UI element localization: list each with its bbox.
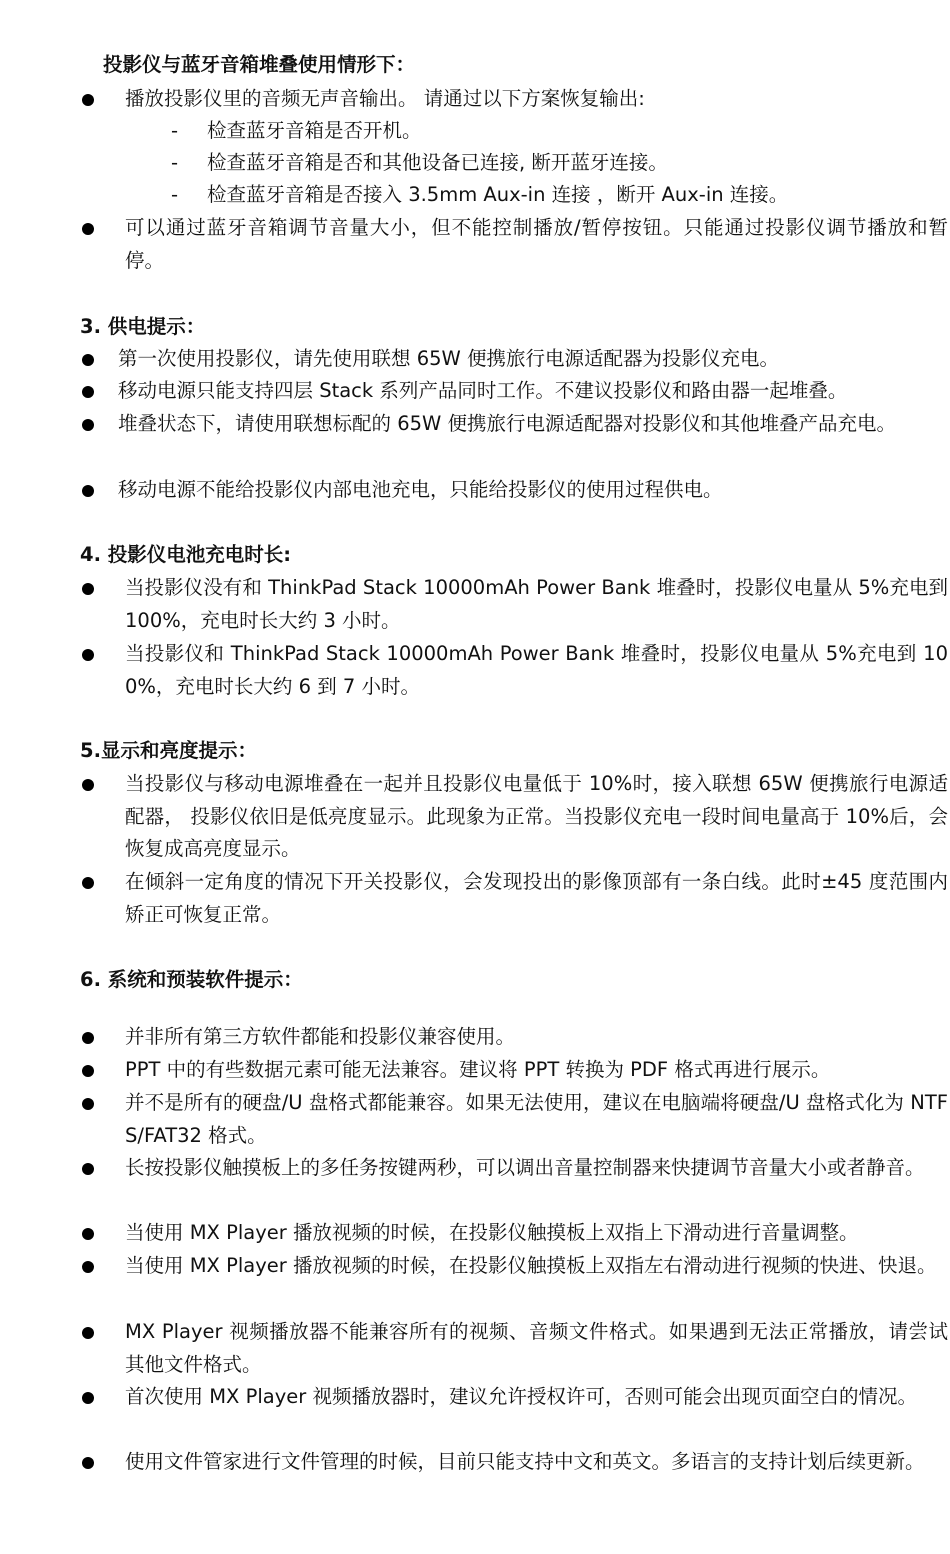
intro-heading: 投影仪与蓝牙音箱堆叠使用情形下：: [103, 53, 416, 76]
bullet-text: 使用文件管家进行文件管理的时候，目前只能支持中文和英文。多语言的支持计划后续更新。: [125, 1450, 925, 1473]
bullet-text: 首次使用 MX Player 视频播放器时，建议允许授权许可，否则可能会出现页面空白的情况。: [125, 1385, 917, 1408]
bullet-icon: [82, 1457, 94, 1469]
sub-item-text: 检查蓝牙音箱是否和其他设备已连接, 断开蓝牙连接。: [207, 151, 668, 174]
bullet-text: 当使用 MX Player 播放视频的时候，在投影仪触摸板上双指上下滑动进行音量调整。: [125, 1221, 859, 1244]
bullet-icon: [82, 354, 94, 366]
dash-marker: -: [171, 151, 179, 174]
bullet-text: 可以通过蓝牙音箱调节音量大小，但不能控制播放/暂停按钮。只能通过投影仪调节播放和暂停。: [125, 216, 948, 272]
bullet-text: 第一次使用投影仪，请先使用联想 65W 便携旅行电源适配器为投影仪充电。: [118, 347, 779, 370]
bullet-icon: [82, 583, 94, 595]
bullet-text: 并不是所有的硬盘/U 盘格式都能兼容。如果无法使用，建议在电脑端将硬盘/U 盘格式化为 NTFS/FAT32 格式。: [125, 1091, 948, 1147]
bullet-text: 移动电源不能给投影仪内部电池充电，只能给投影仪的使用过程供电。: [118, 478, 723, 501]
bullet-icon: [82, 1392, 94, 1404]
bullet-text: 当使用 MX Player 播放视频的时候，在投影仪触摸板上双指左右滑动进行视频的快进、快退。: [125, 1254, 937, 1277]
sub-item-text: 检查蓝牙音箱是否开机。: [207, 119, 422, 142]
bullet-icon: [82, 419, 94, 431]
bullet-icon: [82, 485, 94, 497]
bullet-text: 当投影仪没有和 ThinkPad Stack 10000mAh Power Bank 堆叠时，投影仪电量从 5%充电到 100%，充电时长大约 3 小时。: [125, 576, 948, 632]
bullet-icon: [82, 1228, 94, 1240]
sub-item-text: 检查蓝牙音箱是否接入 3.5mm Aux-in 连接 ，断开 Aux-in 连接。: [207, 183, 789, 206]
bullet-text: 堆叠状态下，请使用联想标配的 65W 便携旅行电源适配器对投影仪和其他堆叠产品充电。: [118, 412, 896, 435]
section-heading-software: 6. 系统和预装软件提示：: [80, 968, 303, 991]
section-heading-power: 3. 供电提示：: [80, 315, 206, 338]
bullet-text: 移动电源只能支持四层 Stack 系列产品同时工作。不建议投影仪和路由器一起堆叠。: [118, 379, 848, 402]
bullet-text: 并非所有第三方软件都能和投影仪兼容使用。: [125, 1025, 516, 1048]
bullet-icon: [82, 1261, 94, 1273]
bullet-text: 长按投影仪触摸板上的多任务按键两秒，可以调出音量控制器来快捷调节音量大小或者静音。: [125, 1156, 925, 1179]
bullet-icon: [82, 649, 94, 661]
bullet-text: 播放投影仪里的音频无声音输出。 请通过以下方案恢复输出:: [125, 87, 645, 110]
bullet-text: 在倾斜一定角度的情况下开关投影仪，会发现投出的影像顶部有一条白线。此时±45 度范围内矫正可恢复正常。: [125, 870, 948, 926]
bullet-icon: [82, 386, 94, 398]
bullet-icon: [82, 1032, 94, 1044]
section-heading-battery: 4. 投影仪电池充电时长:: [80, 543, 292, 566]
bullet-icon: [82, 1163, 94, 1175]
dash-marker: -: [171, 183, 179, 206]
bullet-text: PPT 中的有些数据元素可能无法兼容。建议将 PPT 转换为 PDF 格式再进行展示。: [125, 1058, 831, 1081]
bullet-icon: [82, 1327, 94, 1339]
bullet-icon: [82, 877, 94, 889]
dash-marker: -: [171, 119, 179, 142]
bullet-text: MX Player 视频播放器不能兼容所有的视频、音频文件格式。如果遇到无法正常播放，请尝试其他文件格式。: [125, 1320, 948, 1376]
bullet-text: 当投影仪与移动电源堆叠在一起并且投影仪电量低于 10%时，接入联想 65W 便携旅行电源适配器， 投影仪依旧是低亮度显示。此现象为正常。当投影仪充电一段时间电量高于 10%后，会恢复成高亮度显示。: [125, 772, 948, 860]
bullet-icon: [82, 94, 94, 106]
section-heading-display: 5.显示和亮度提示：: [80, 739, 257, 762]
bullet-text: 当投影仪和 ThinkPad Stack 10000mAh Power Bank 堆叠时，投影仪电量从 5%充电到 100%，充电时长大约 6 到 7 小时。: [125, 642, 948, 698]
bullet-icon: [82, 779, 94, 791]
bullet-icon: [82, 1098, 94, 1110]
bullet-icon: [82, 223, 94, 235]
bullet-icon: [82, 1065, 94, 1077]
